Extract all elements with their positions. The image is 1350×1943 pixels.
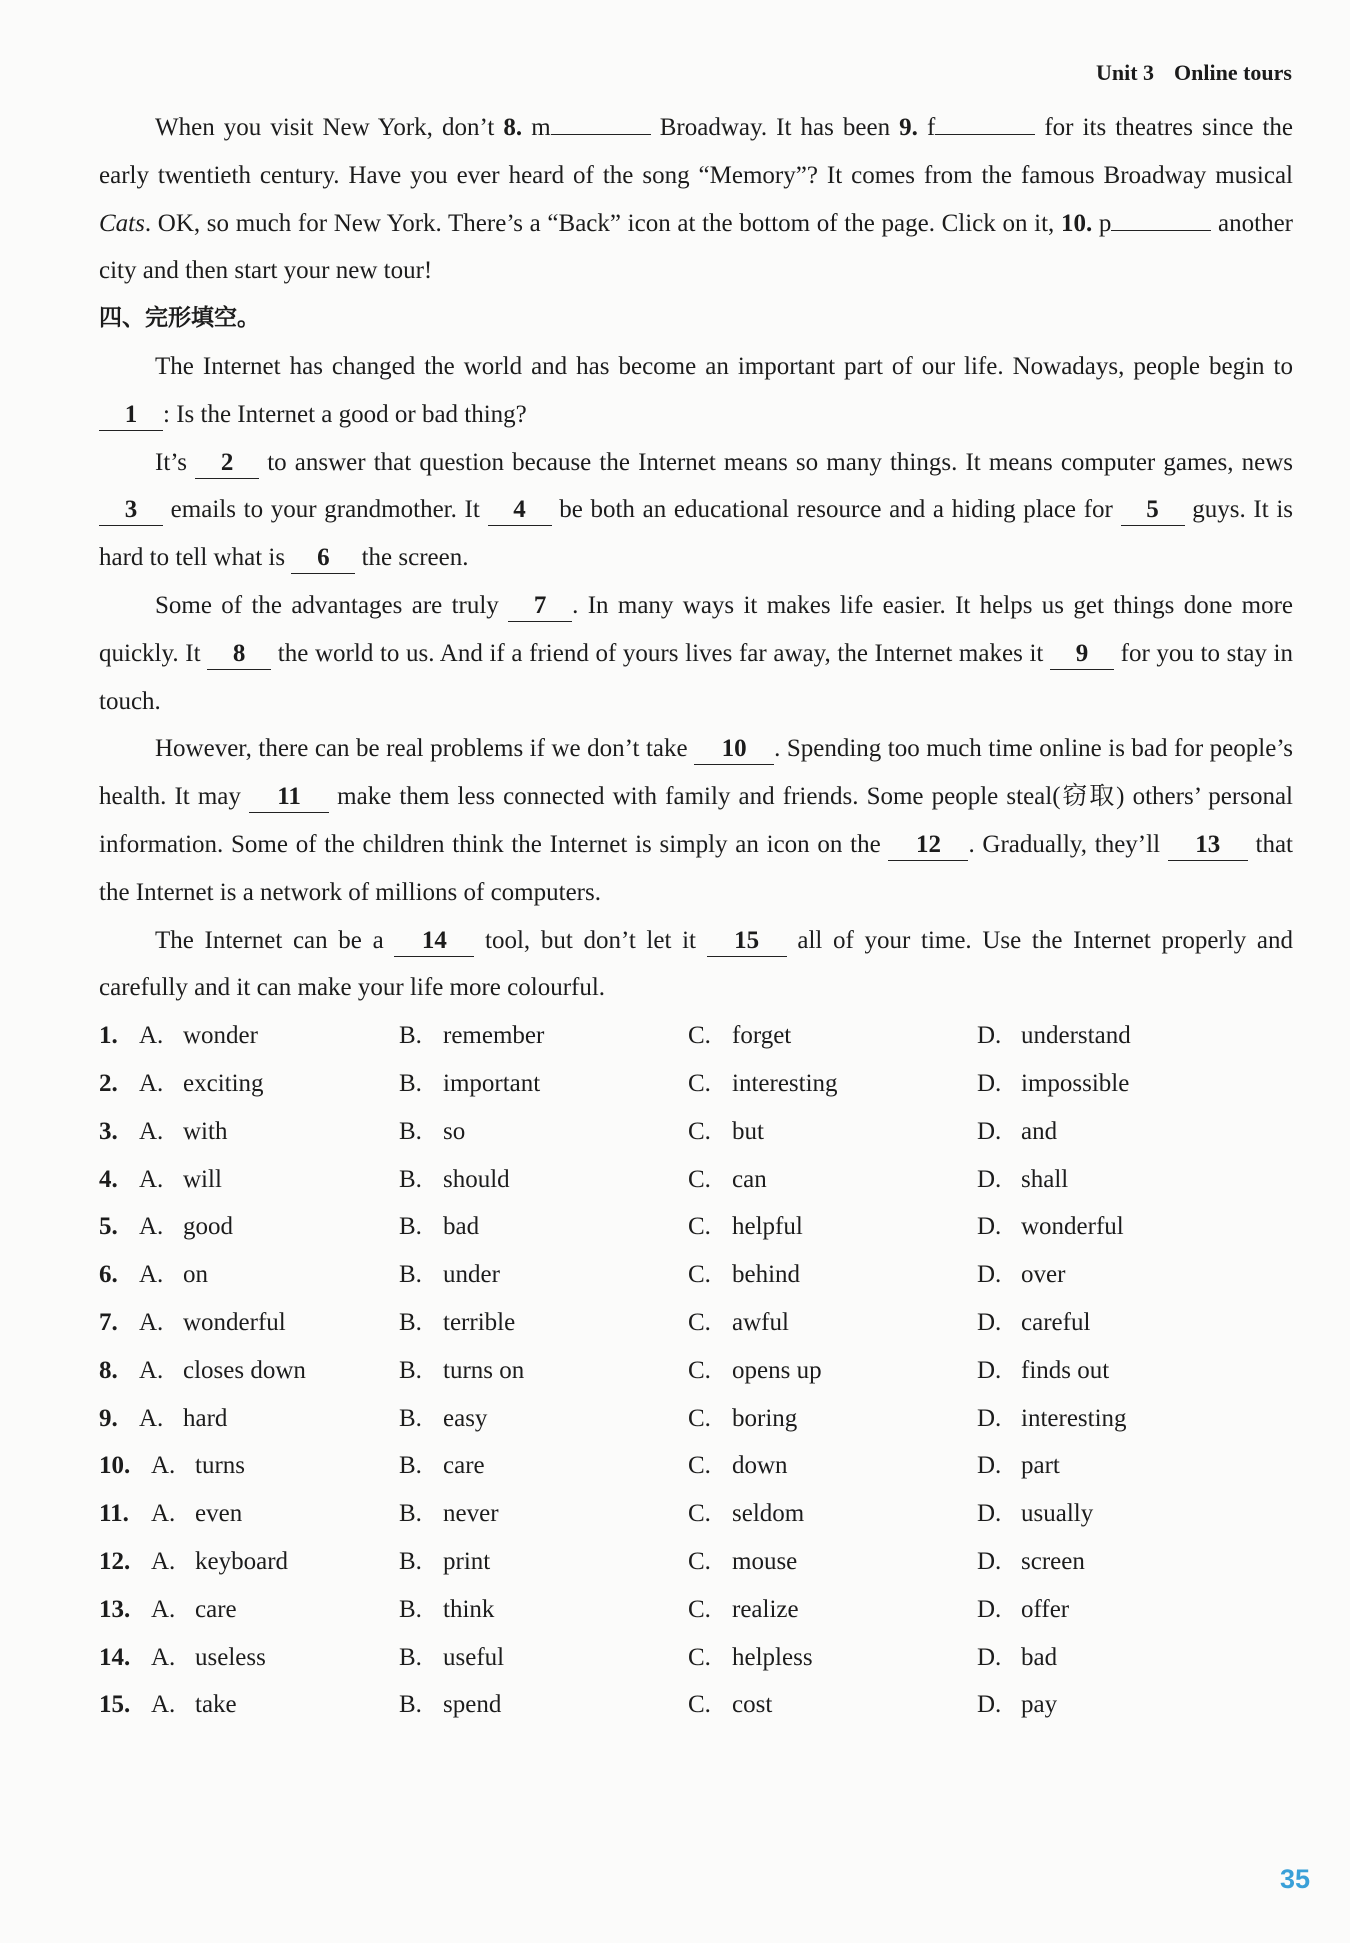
answer-blank[interactable] <box>935 134 1035 135</box>
cloze-blank[interactable]: 10 <box>694 734 774 765</box>
option-d[interactable] <box>977 1299 1217 1347</box>
option-d[interactable] <box>977 1203 1217 1251</box>
cloze-blank[interactable]: 1 <box>99 400 163 431</box>
option-row <box>99 1634 1293 1682</box>
option-text: take <box>195 1691 237 1719</box>
option-c[interactable] <box>688 1299 977 1347</box>
option-d[interactable] <box>977 1395 1217 1443</box>
option-b[interactable] <box>399 1395 688 1443</box>
question-number: 14. <box>99 1643 131 1671</box>
cloze-paragraph-5 <box>99 917 1293 1013</box>
passage-text: When you visit New York, don’t <box>155 114 504 141</box>
option-letter: D. <box>977 1117 1002 1145</box>
option-letter: A. <box>151 1547 176 1575</box>
option-text: so <box>443 1117 466 1145</box>
option-letter: B. <box>399 1452 422 1480</box>
question-number: 1. <box>99 1022 118 1050</box>
option-letter: A. <box>139 1117 164 1145</box>
option-letter: A. <box>139 1213 164 1241</box>
option-a[interactable] <box>151 1586 399 1634</box>
option-b[interactable] <box>399 1203 688 1251</box>
cloze-text: that the Internet is a network of millions of computers. <box>99 830 1293 906</box>
question-number: 3. <box>99 1117 118 1145</box>
cloze-blank[interactable]: 12 <box>888 830 968 861</box>
cloze-text: . In many ways it makes life easier. It helps us get things done more quickly. It <box>99 591 1294 667</box>
blank-hint-letter: m <box>531 114 551 141</box>
option-text: but <box>732 1117 764 1145</box>
option-text: should <box>443 1165 510 1193</box>
cloze-text: be both an educational resource and a hiding place for <box>551 496 1121 524</box>
option-text: can <box>732 1165 767 1193</box>
cloze-blank[interactable]: 2 <box>195 448 259 479</box>
cloze-text: the world to us. And if a friend of yours lives far away, the Internet makes it <box>271 639 1050 667</box>
question-number: 5. <box>99 1213 118 1241</box>
option-letter: B. <box>399 1643 422 1671</box>
option-c[interactable] <box>688 1490 977 1538</box>
option-text: forget <box>732 1022 792 1050</box>
option-letter: A. <box>151 1691 176 1719</box>
question-number: 7. <box>99 1308 118 1336</box>
cloze-text: The Internet has changed the world and has become an important part of our life. Nowadays, people begin to <box>155 352 1293 380</box>
option-letter: A. <box>139 1356 164 1384</box>
cloze-blank[interactable]: 13 <box>1168 830 1248 861</box>
cloze-text: However, there can be real problems if we don’t take <box>155 735 695 763</box>
option-text: with <box>183 1117 228 1145</box>
option-letter: B. <box>399 1022 422 1050</box>
option-letter: A. <box>139 1261 164 1289</box>
cloze-blank[interactable]: 5 <box>1121 495 1185 526</box>
option-text: down <box>732 1452 788 1480</box>
option-letter: B. <box>399 1595 422 1623</box>
option-b[interactable] <box>399 1012 688 1060</box>
option-letter: C. <box>688 1213 711 1241</box>
option-text: even <box>195 1500 243 1528</box>
question-number: 10. <box>99 1452 131 1480</box>
question-number: 9. <box>99 1404 118 1432</box>
option-row <box>99 1538 1293 1586</box>
unit-title: Online tours <box>1174 60 1292 85</box>
cloze-text: Some of the advantages are truly <box>155 591 509 619</box>
page-number: 35 <box>1279 1864 1310 1894</box>
option-text: behind <box>732 1261 801 1289</box>
option-text: care <box>443 1452 485 1480</box>
option-letter: B. <box>399 1213 422 1241</box>
option-text: realize <box>732 1595 799 1623</box>
option-row <box>99 1299 1293 1347</box>
option-c[interactable] <box>688 1681 977 1729</box>
option-text: think <box>443 1595 495 1623</box>
option-d[interactable] <box>977 1347 1217 1395</box>
option-row <box>99 1251 1293 1299</box>
option-d[interactable] <box>977 1538 1217 1586</box>
option-a[interactable] <box>139 1012 399 1060</box>
option-b[interactable] <box>399 1251 688 1299</box>
option-text: print <box>443 1547 491 1575</box>
option-letter: C. <box>688 1356 711 1384</box>
option-letter: D. <box>977 1595 1002 1623</box>
cloze-text: guys. It is hard to tell what is <box>99 496 1294 572</box>
option-letter: D. <box>977 1404 1002 1432</box>
option-text: under <box>443 1261 500 1289</box>
option-letter: D. <box>977 1691 1002 1719</box>
option-letter: D. <box>977 1261 1002 1289</box>
option-b[interactable] <box>399 1108 688 1156</box>
option-text: over <box>1021 1261 1066 1289</box>
option-text: interesting <box>732 1069 838 1097</box>
answer-blank[interactable] <box>551 134 651 135</box>
cloze-paragraph-1 <box>99 343 1293 439</box>
option-letter: B. <box>399 1547 422 1575</box>
option-a[interactable] <box>151 1634 399 1682</box>
question-number: 9. <box>899 114 918 141</box>
option-text: useless <box>195 1643 266 1671</box>
option-text: interesting <box>1021 1404 1127 1432</box>
option-c[interactable] <box>688 1442 977 1490</box>
option-letter: D. <box>977 1643 1002 1671</box>
page-body <box>99 104 1293 1729</box>
option-row <box>99 1108 1293 1156</box>
option-a[interactable] <box>139 1156 399 1204</box>
option-a[interactable] <box>139 1347 399 1395</box>
option-text: useful <box>443 1643 505 1671</box>
option-letter: B. <box>399 1069 422 1097</box>
cloze-blank[interactable]: 11 <box>249 782 329 813</box>
cloze-paragraph-2 <box>99 439 1293 582</box>
option-b[interactable] <box>399 1634 688 1682</box>
question-number: 11. <box>99 1500 129 1528</box>
option-text: hard <box>183 1404 228 1432</box>
option-text: wonderful <box>1021 1213 1124 1241</box>
option-text: terrible <box>443 1308 516 1336</box>
option-row <box>99 1060 1293 1108</box>
option-text: care <box>195 1595 237 1623</box>
option-c[interactable] <box>688 1538 977 1586</box>
option-text: bad <box>1021 1643 1058 1671</box>
option-letter: C. <box>688 1547 711 1575</box>
option-text: careful <box>1021 1308 1091 1336</box>
option-letter: B. <box>399 1117 422 1145</box>
option-a[interactable] <box>151 1538 399 1586</box>
option-letter: A. <box>139 1069 164 1097</box>
option-d[interactable] <box>977 1634 1217 1682</box>
option-letter: C. <box>688 1643 711 1671</box>
option-text: never <box>443 1500 499 1528</box>
option-text: good <box>183 1213 233 1241</box>
option-d[interactable] <box>977 1251 1217 1299</box>
option-letter: A. <box>151 1452 176 1480</box>
option-text: bad <box>443 1213 480 1241</box>
option-letter: C. <box>688 1165 711 1193</box>
cloze-text: It’s <box>155 448 196 476</box>
option-text: easy <box>443 1404 488 1432</box>
passage-paragraph <box>99 104 1293 295</box>
passage-text: . OK, so much for New York. There’s a “Back” icon at the bottom of the page. Click on it, <box>144 209 1061 237</box>
question-number: 4. <box>99 1165 118 1193</box>
option-text: cost <box>732 1691 773 1719</box>
option-letter: D. <box>977 1165 1002 1193</box>
option-text: opens up <box>732 1356 822 1384</box>
option-text: mouse <box>732 1547 798 1575</box>
question-number: 10. <box>1060 209 1093 237</box>
option-text: remember <box>443 1022 545 1050</box>
option-text: boring <box>732 1404 798 1432</box>
option-letter: D. <box>977 1452 1002 1480</box>
option-text: important <box>443 1069 541 1097</box>
option-row <box>99 1156 1293 1204</box>
option-letter: B. <box>399 1356 422 1384</box>
option-c[interactable] <box>688 1060 977 1108</box>
option-d[interactable] <box>977 1156 1217 1204</box>
passage-text: for its theatres since the early twentieth century. Have you ever heard of the song “Memory”? It comes from the famous Broadway musical <box>99 114 1294 189</box>
option-a[interactable] <box>151 1681 399 1729</box>
option-text: usually <box>1021 1500 1094 1528</box>
option-c[interactable] <box>688 1347 977 1395</box>
option-text: part <box>1021 1452 1060 1480</box>
cloze-text: make them less connected with family and friends. Some people steal(窃取) others’ personal information. Some of the children think the Internet is simply an icon on the <box>99 783 1293 858</box>
cloze-blank[interactable]: 3 <box>99 495 163 526</box>
passage-text: another city and then start your new tour! <box>99 209 1293 285</box>
option-b[interactable] <box>399 1490 688 1538</box>
cloze-text: The Internet can be a <box>155 926 395 954</box>
option-c[interactable] <box>688 1634 977 1682</box>
cloze-blank[interactable]: 4 <box>488 495 552 526</box>
option-row <box>99 1490 1293 1538</box>
option-row <box>99 1442 1293 1490</box>
option-letter: C. <box>688 1404 711 1432</box>
option-a[interactable] <box>139 1299 399 1347</box>
option-row <box>99 1586 1293 1634</box>
option-text: closes down <box>183 1356 306 1384</box>
cloze-text: : Is the Internet a good or bad thing? <box>163 400 527 428</box>
passage-text: Broadway. It has been <box>650 114 900 141</box>
cloze-blank[interactable]: 7 <box>508 591 572 622</box>
option-letter: A. <box>139 1165 164 1193</box>
option-d[interactable] <box>977 1108 1217 1156</box>
option-letter: C. <box>688 1691 711 1719</box>
cloze-paragraph-4 <box>99 725 1293 916</box>
answer-blank[interactable] <box>1111 230 1211 231</box>
option-letter: A. <box>139 1022 164 1050</box>
option-a[interactable] <box>151 1442 399 1490</box>
option-d[interactable] <box>977 1681 1217 1729</box>
option-text: turns <box>195 1452 245 1480</box>
question-number: 12. <box>99 1547 131 1575</box>
cloze-text: for you to stay in touch. <box>99 639 1293 715</box>
option-b[interactable] <box>399 1060 688 1108</box>
cloze-text: . Spending too much time online is bad for people’s health. It may <box>99 735 1293 811</box>
option-b[interactable] <box>399 1347 688 1395</box>
option-letter: B. <box>399 1308 422 1336</box>
option-text: wonderful <box>183 1308 286 1336</box>
option-c[interactable] <box>688 1395 977 1443</box>
option-letter: A. <box>139 1404 164 1432</box>
option-d[interactable] <box>977 1586 1217 1634</box>
option-row <box>99 1681 1293 1729</box>
option-b[interactable] <box>399 1442 688 1490</box>
option-text: impossible <box>1021 1069 1130 1097</box>
option-c[interactable] <box>688 1108 977 1156</box>
option-letter: A. <box>151 1595 176 1623</box>
option-c[interactable] <box>688 1156 977 1204</box>
option-letter: D. <box>977 1069 1002 1097</box>
option-c[interactable] <box>688 1203 977 1251</box>
cloze-blank[interactable]: 8 <box>207 639 271 670</box>
musical-title: Cats <box>99 209 145 237</box>
option-letter: D. <box>977 1213 1002 1241</box>
option-letter: D. <box>977 1356 1002 1384</box>
option-text: spend <box>443 1691 502 1719</box>
option-text: shall <box>1021 1165 1069 1193</box>
option-d[interactable] <box>977 1490 1217 1538</box>
option-letter: D. <box>977 1500 1002 1528</box>
option-row <box>99 1347 1293 1395</box>
option-text: screen <box>1021 1547 1085 1575</box>
option-text: understand <box>1021 1022 1131 1050</box>
option-c[interactable] <box>688 1012 977 1060</box>
option-a[interactable] <box>139 1251 399 1299</box>
blank-hint-letter: p <box>1098 209 1112 237</box>
option-text: on <box>183 1261 208 1289</box>
option-text: exciting <box>183 1069 264 1097</box>
option-text: helpless <box>732 1643 813 1671</box>
option-a[interactable] <box>151 1490 399 1538</box>
option-letter: B. <box>399 1261 422 1289</box>
option-text: will <box>183 1165 222 1193</box>
cloze-text: . Gradually, they’ll <box>968 830 1168 858</box>
option-letter: D. <box>977 1547 1002 1575</box>
cloze-blank[interactable]: 14 <box>394 926 474 957</box>
option-a[interactable] <box>139 1060 399 1108</box>
option-text: awful <box>732 1308 789 1336</box>
option-c[interactable] <box>688 1586 977 1634</box>
option-text: offer <box>1021 1595 1070 1623</box>
option-text: turns on <box>443 1356 525 1384</box>
option-letter: C. <box>688 1500 711 1528</box>
option-d[interactable] <box>977 1060 1217 1108</box>
option-letter: B. <box>399 1691 422 1719</box>
option-text: seldom <box>732 1500 805 1528</box>
option-d[interactable] <box>977 1442 1217 1490</box>
option-c[interactable] <box>688 1251 977 1299</box>
question-number: 13. <box>99 1595 131 1623</box>
option-a[interactable] <box>139 1108 399 1156</box>
cloze-blank[interactable]: 9 <box>1050 639 1114 670</box>
option-text: and <box>1021 1117 1058 1145</box>
cloze-text: to answer that question because the Internet means so many things. It means computer games, news <box>259 448 1293 476</box>
option-letter: D. <box>977 1022 1002 1050</box>
option-text: pay <box>1021 1691 1058 1719</box>
option-text: wonder <box>183 1022 258 1050</box>
option-text: helpful <box>732 1213 803 1241</box>
option-row <box>99 1203 1293 1251</box>
option-text: keyboard <box>195 1547 289 1575</box>
section-heading: 四、完形填空。 <box>99 305 260 332</box>
page-header <box>1076 60 1292 86</box>
option-letter: C. <box>688 1117 711 1145</box>
option-letter: C. <box>688 1308 711 1336</box>
blank-hint-letter: f <box>926 114 936 141</box>
option-b[interactable] <box>399 1299 688 1347</box>
option-row <box>99 1012 1293 1060</box>
option-letter: B. <box>399 1404 422 1432</box>
question-number: 8. <box>99 1356 118 1384</box>
cloze-blank[interactable]: 15 <box>707 926 787 957</box>
question-number: 6. <box>99 1261 118 1289</box>
cloze-text: the screen. <box>355 544 469 572</box>
option-letter: A. <box>151 1643 176 1671</box>
option-d[interactable] <box>977 1012 1217 1060</box>
option-row <box>99 1395 1293 1443</box>
option-text: finds out <box>1021 1356 1110 1384</box>
options-list <box>99 1012 1293 1729</box>
option-b[interactable] <box>399 1586 688 1634</box>
option-letter: A. <box>151 1500 176 1528</box>
option-letter: B. <box>399 1500 422 1528</box>
question-number: 2. <box>99 1069 118 1097</box>
question-number: 8. <box>503 114 523 141</box>
option-letter: A. <box>139 1308 164 1336</box>
option-a[interactable] <box>139 1395 399 1443</box>
question-number: 15. <box>99 1691 131 1719</box>
cloze-text: tool, but don’t let it <box>474 926 707 954</box>
option-letter: C. <box>688 1595 711 1623</box>
option-letter: C. <box>688 1261 711 1289</box>
cloze-text: emails to your grandmother. It <box>163 496 488 524</box>
option-letter: C. <box>688 1022 711 1050</box>
option-letter: C. <box>688 1452 711 1480</box>
cloze-text: all of your time. Use the Internet properly and carefully and it can make your life more colourful. <box>99 926 1293 1002</box>
option-a[interactable] <box>139 1203 399 1251</box>
option-b[interactable] <box>399 1538 688 1586</box>
option-b[interactable] <box>399 1156 688 1204</box>
cloze-paragraph-3 <box>99 582 1293 725</box>
option-b[interactable] <box>399 1681 688 1729</box>
unit-label: Unit 3 <box>1095 60 1155 85</box>
option-letter: C. <box>688 1069 711 1097</box>
option-letter: D. <box>977 1308 1002 1336</box>
cloze-blank[interactable]: 6 <box>291 543 355 574</box>
option-letter: B. <box>399 1165 422 1193</box>
